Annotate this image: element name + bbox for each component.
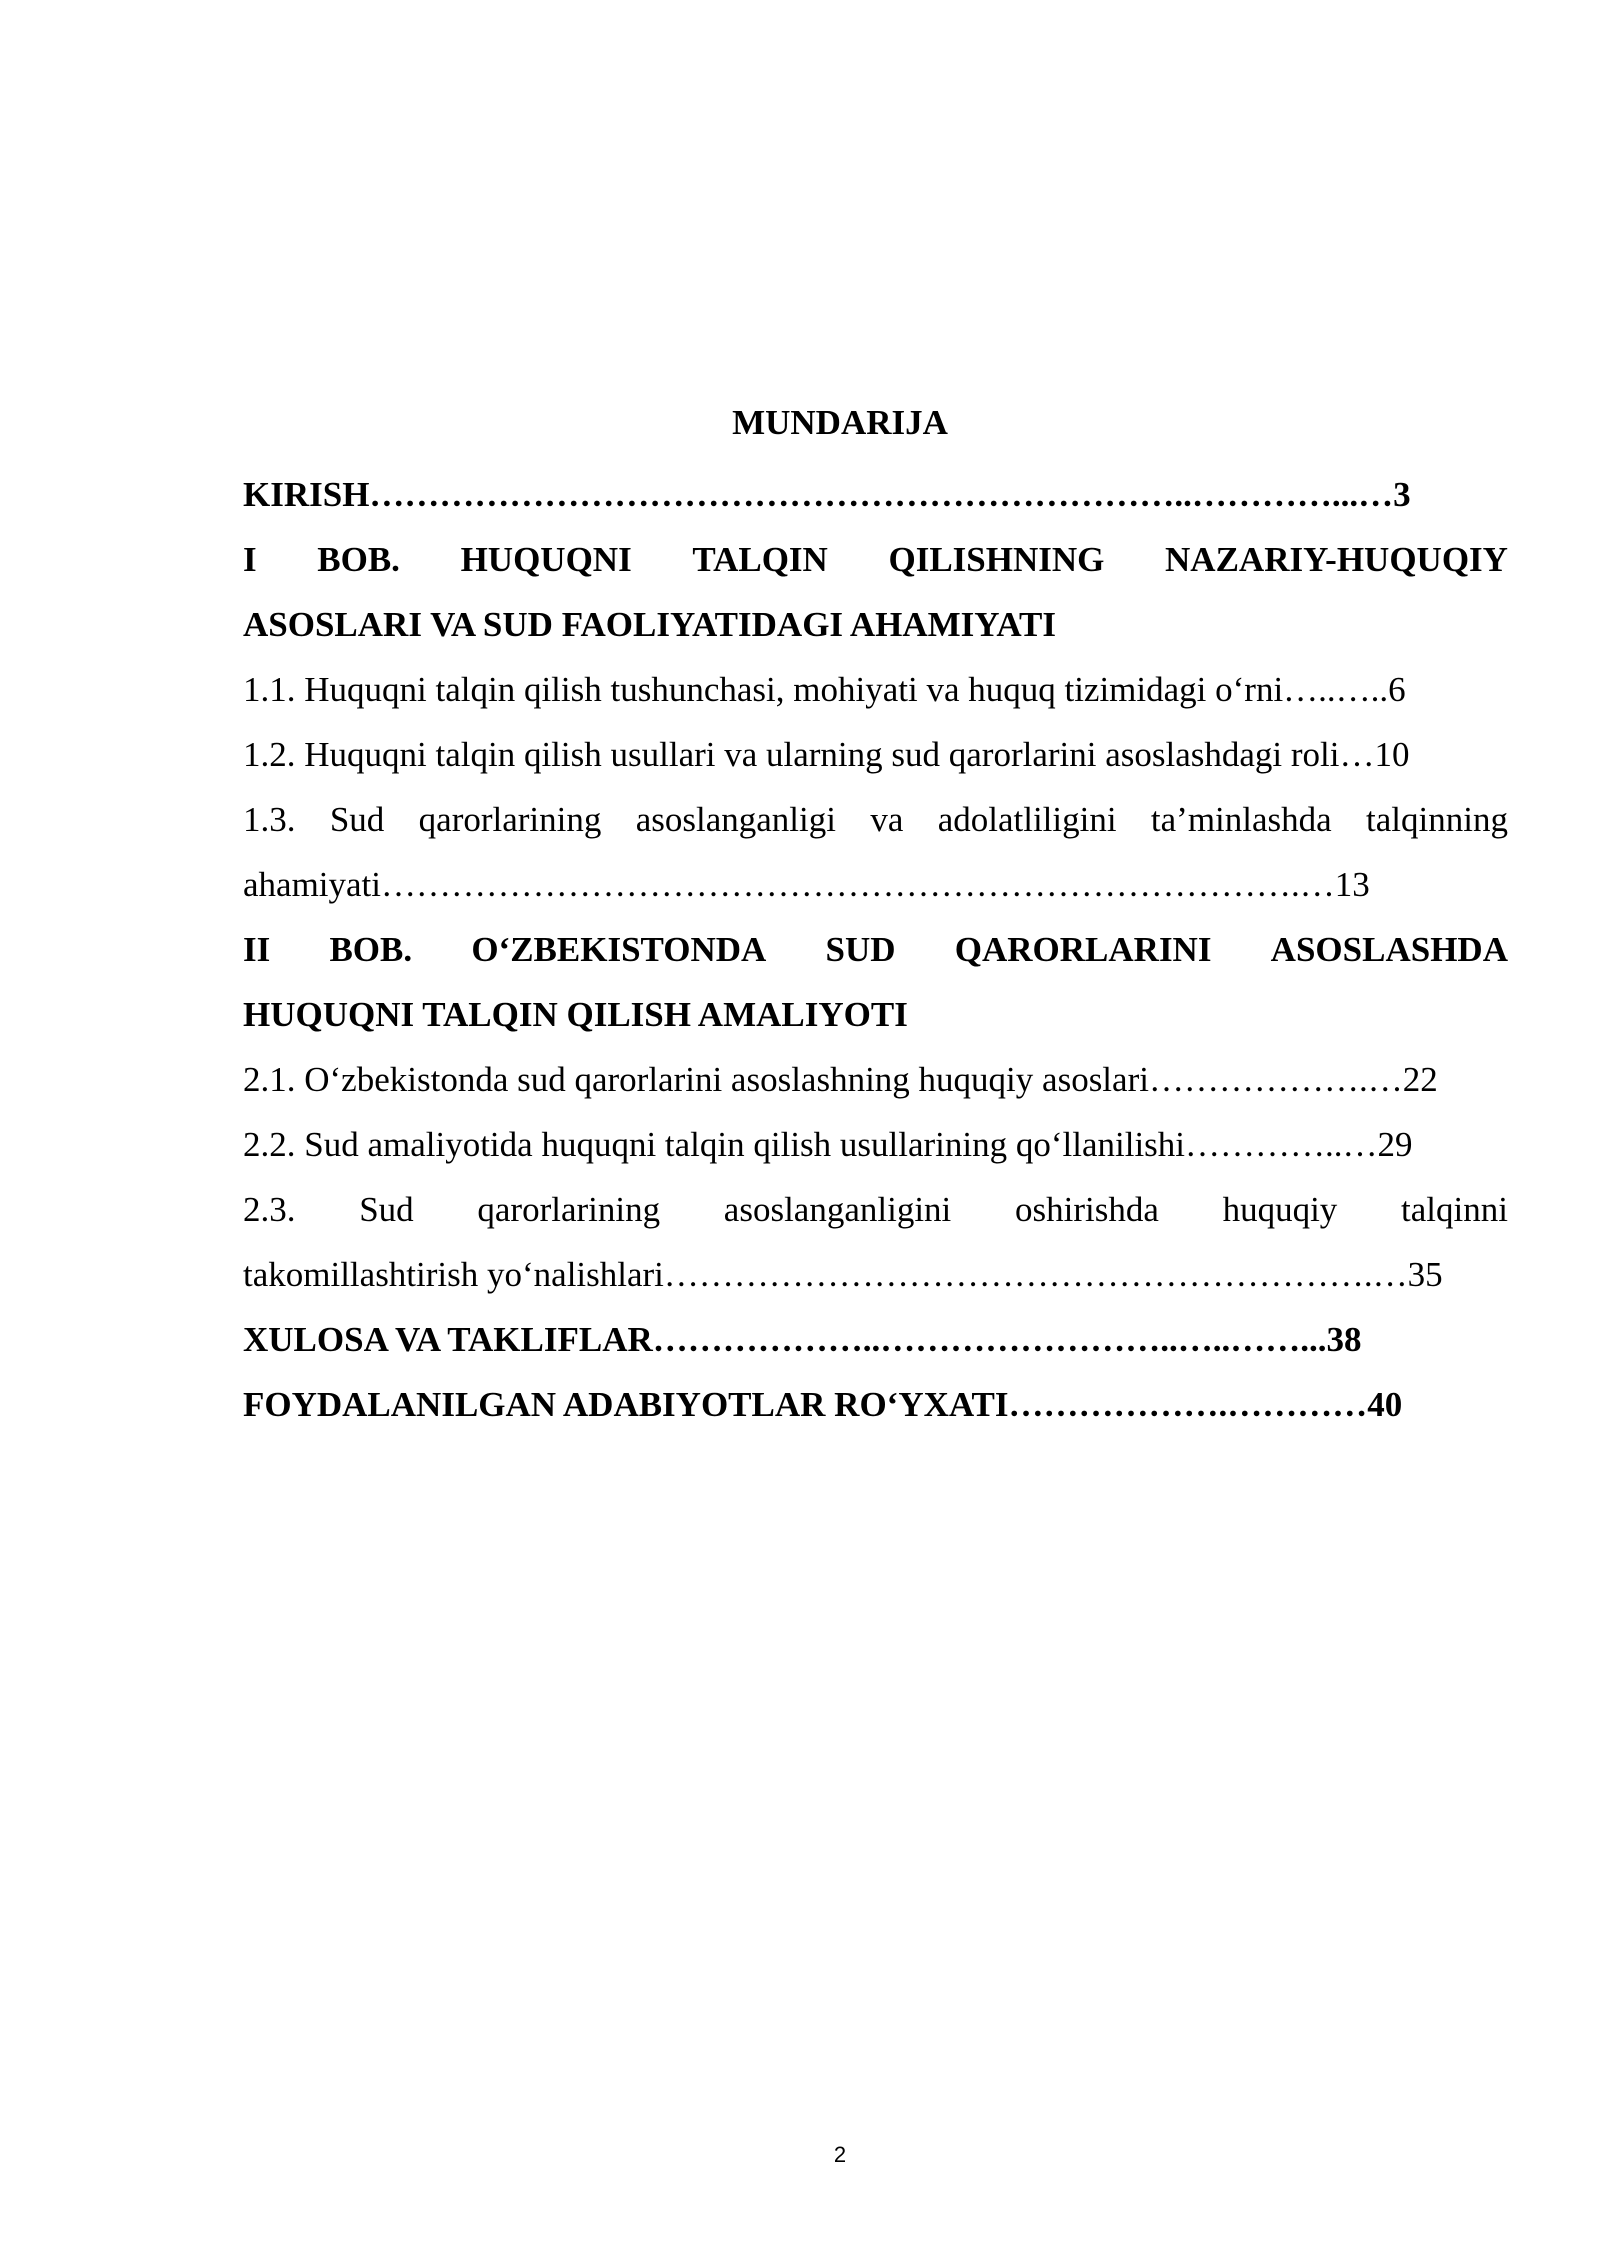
toc-word: qarorlarining	[418, 800, 602, 839]
toc-word: BOB.	[317, 540, 400, 579]
toc-section-1-3-line-1	[243, 787, 1508, 852]
toc-word: TALQIN	[692, 540, 828, 579]
toc-title: MUNDARIJA	[732, 403, 948, 442]
toc-word: asoslanganligi	[635, 800, 836, 839]
toc-word: ta’minlashda	[1150, 800, 1332, 839]
toc-section-2-3-line-2: takomillashtirish yo‘nalishlari…………………………………………………….…35	[243, 1255, 1443, 1294]
toc-chapter-2-heading-line-1	[243, 917, 1508, 982]
page-number: 2	[833, 2142, 847, 2167]
toc-entry-kirish: KIRISH……………………………………………………………..…………...…3	[243, 475, 1411, 514]
toc-word: 2.3.	[243, 1190, 296, 1229]
toc-section-2-2: 2.2. Sud amaliyotida huquqni talqin qilish usullarining qo‘llanilishi…………..…29	[243, 1125, 1413, 1164]
toc-word: I	[243, 540, 257, 579]
toc-entry-references: FOYDALANILGAN ADABIYOTLAR RO‘YXATI……………….…………40	[243, 1385, 1403, 1424]
toc-section-2-1: 2.1. O‘zbekistonda sud qarorlarini asoslashning huquqiy asoslari……………….…22	[243, 1060, 1438, 1099]
toc-word: huquqiy	[1222, 1190, 1338, 1229]
toc-chapter-2-heading-line-2: HUQUQNI TALQIN QILISH AMALIYOTI	[243, 995, 908, 1034]
toc-word: Sud	[329, 800, 385, 839]
toc-section-1-2: 1.2. Huquqni talqin qilish usullari va ularning sud qarorlarini asoslashdagi roli…10	[243, 735, 1410, 774]
toc-chapter-1-heading-line-1	[243, 527, 1508, 592]
toc-word: talqinning	[1366, 800, 1508, 839]
toc-section-2-3-line-1	[243, 1177, 1508, 1242]
toc-section-1-1: 1.1. Huquqni talqin qilish tushunchasi, mohiyati va huquq tizimidagi o‘rni…..…..6	[243, 670, 1406, 709]
toc-word: asoslanganligini	[723, 1190, 952, 1229]
toc-word: HUQUQNI	[460, 540, 632, 579]
toc-word: 1.3.	[243, 800, 296, 839]
toc-entry-conclusion: XULOSA VA TAKLIFLAR………………..……………………..…..……...38	[243, 1320, 1362, 1359]
toc-word: adolatliligini	[937, 800, 1117, 839]
toc-word: Sud	[359, 1190, 414, 1229]
toc-word: qarorlarining	[477, 1190, 661, 1229]
toc-word: BOB.	[329, 930, 413, 969]
toc-word: NAZARIY-HUQUQIY	[1165, 540, 1508, 579]
toc-chapter-1-heading-line-2: ASOSLARI VA SUD FAOLIYATIDAGI AHAMIYATI	[243, 605, 1056, 644]
toc-word: II	[243, 930, 271, 969]
toc-word: va	[870, 800, 904, 839]
toc-word: oshirishda	[1014, 1190, 1159, 1229]
table-of-contents	[243, 462, 1508, 1437]
toc-section-1-3-line-2: ahamiyati…………………………………………………………………….…13	[243, 865, 1370, 904]
toc-word: O‘ZBEKISTONDA	[471, 930, 767, 969]
toc-word: SUD	[825, 930, 896, 969]
toc-word: ASOSLASHDA	[1270, 930, 1508, 969]
toc-word: QARORLARINI	[954, 930, 1212, 969]
toc-word: QILISHNING	[888, 540, 1105, 579]
toc-word: talqinni	[1401, 1190, 1508, 1229]
